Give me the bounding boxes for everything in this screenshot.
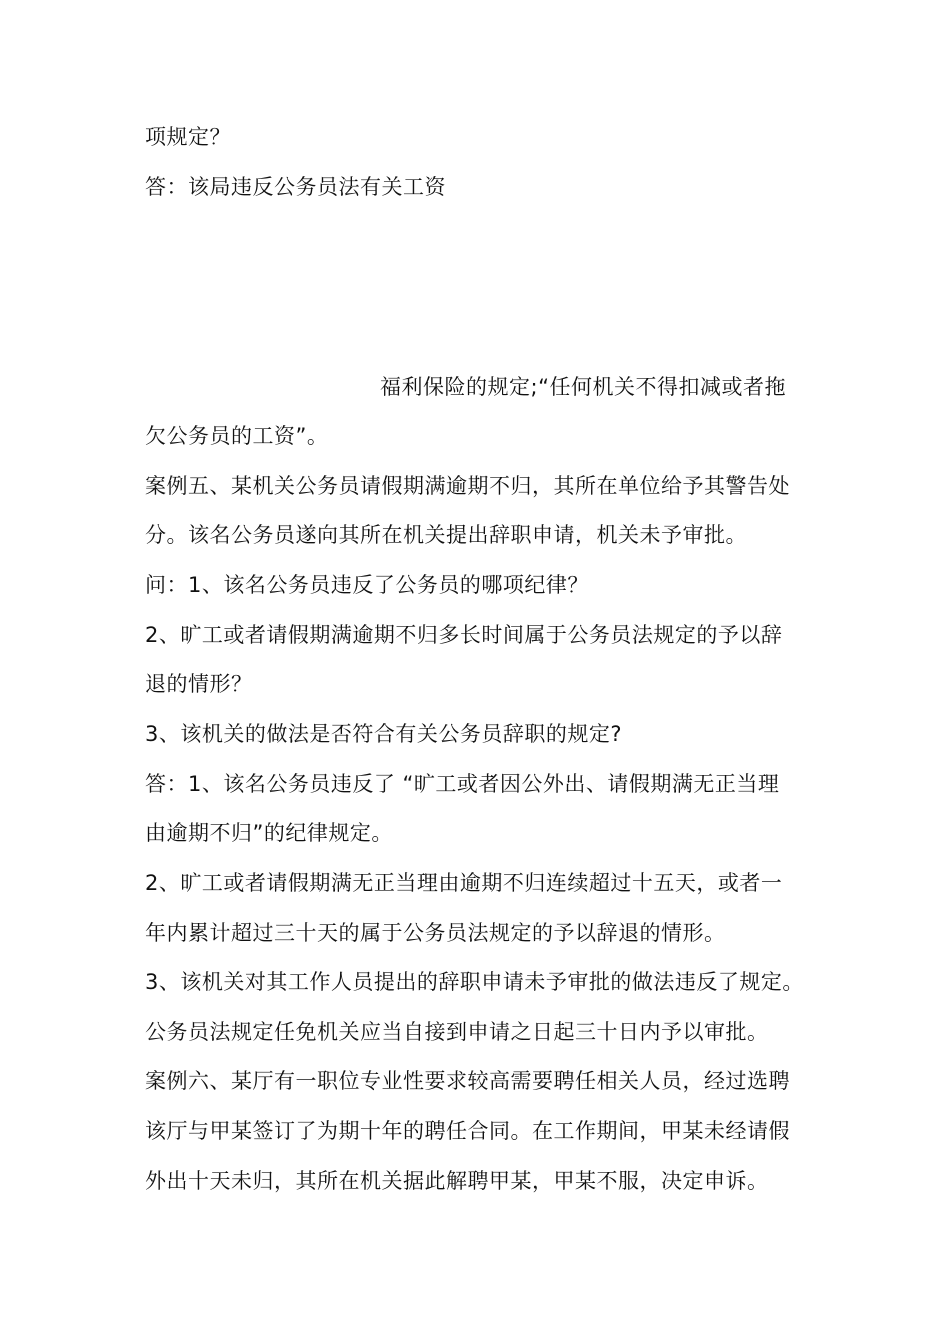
text-line: 案例五、某机关公务员请假期满逾期不归，其所在单位给予其警告处 xyxy=(145,474,790,498)
text-line: 2、旷工或者请假期满逾期不归多长时间属于公务员法规定的予以辞 xyxy=(145,623,783,647)
text-line: 答：该局违反公务员法有关工资 xyxy=(145,175,446,199)
text-line: 3、该机关对其工作人员提出的辞职申请未予审批的做法违反了规定。 xyxy=(145,970,804,994)
text-line: 答：1、该名公务员违反了 “旷工或者因公外出、请假期满无正当理 xyxy=(145,772,780,796)
text-line: 3、该机关的做法是否符合有关公务员辞职的规定? xyxy=(145,722,623,746)
text-line: 退的情形？ xyxy=(145,672,253,696)
text-line: 项规定？ xyxy=(145,125,231,149)
text-line: 该厅与甲某签订了为期十年的聘任合同。在工作期间，甲某未经请假 xyxy=(145,1119,790,1143)
text-line: 问：1、该名公务员违反了公务员的哪项纪律？ xyxy=(145,573,589,597)
text-line: 欠公务员的工资”。 xyxy=(145,424,329,448)
text-line: 分。该名公务员遂向其所在机关提出辞职申请，机关未予审批。 xyxy=(145,523,747,547)
text-line: 福利保险的规定;“任何机关不得扣减或者拖 xyxy=(380,375,786,399)
text-line: 公务员法规定任免机关应当自接到申请之日起三十日内予以审批。 xyxy=(145,1020,769,1044)
text-line: 2、旷工或者请假期满无正当理由逾期不归连续超过十五天，或者一 xyxy=(145,871,783,895)
text-line: 案例六、某厅有一职位专业性要求较高需要聘任相关人员，经过选聘 xyxy=(145,1069,790,1093)
text-line: 外出十天未归，其所在机关据此解聘甲某，甲某不服，决定申诉。 xyxy=(145,1169,769,1193)
text-line: 年内累计超过三十天的属于公务员法规定的予以辞退的情形。 xyxy=(145,921,726,945)
text-line: 由逾期不归”的纪律规定。 xyxy=(145,821,393,845)
